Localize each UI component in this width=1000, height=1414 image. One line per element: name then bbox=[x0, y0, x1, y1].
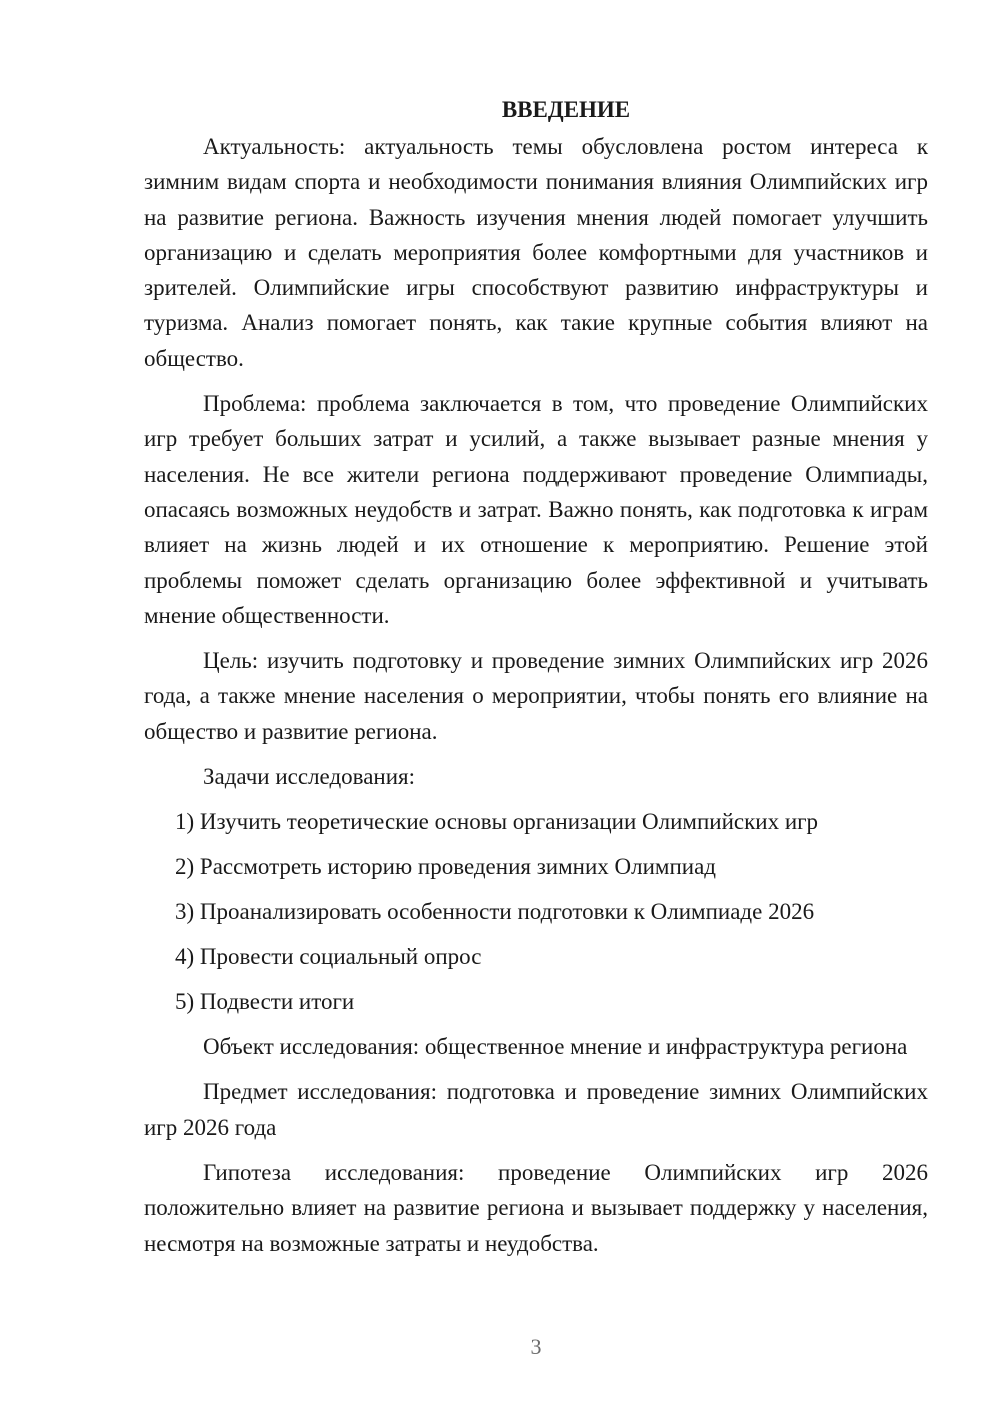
tasks-title: Задачи исследования: bbox=[203, 764, 416, 790]
page-number: 3 bbox=[530, 1334, 542, 1359]
paragraph-goal: Цель: изучить подготовку и проведение зимних Олимпийских игр 2026 года, а также мнение населения о мероприятии, чтобы понять его влияние на общество и развитие региона. bbox=[144, 648, 928, 744]
list-item: 1) Изучить теоретические основы организации Олимпийских игр bbox=[175, 809, 819, 835]
list-item: 4) Провести социальный опрос bbox=[175, 944, 482, 970]
paragraph-hypothesis: Гипотеза исследования: проведение Олимпийских игр 2026 положительно влияет на развитие региона и вызывает поддержку у населения, несмотря на возможные затраты и неудобства. bbox=[144, 1159, 928, 1256]
paragraph-problem: Проблема: проблема заключается в том, что проведение Олимпийских игр требует больших затрат и усилий, а также вызывает разные мнения у населения. Не все жители региона поддерживают проведение Олимпиады, опасаясь возможных неудобств и затрат. Важно понять, как подготовка к играм влияет на жизнь людей и их отношение к мероприятию. Решение этой проблемы поможет сделать организацию более эффективной и учитывать мнение общественности. bbox=[144, 391, 928, 628]
paragraph-subject: Предмет исследования: подготовка и проведение зимних Олимпийских игр 2026 года bbox=[144, 1079, 928, 1140]
list-item: 2) Рассмотреть историю проведения зимних Олимпиад bbox=[175, 854, 717, 880]
page-title: ВВЕДЕНИЕ bbox=[501, 97, 631, 122]
tasks-list bbox=[144, 804, 928, 1019]
list-item: 3) Проанализировать особенности подготовки к Олимпиаде 2026 bbox=[175, 899, 815, 925]
paragraph-relevance: Актуальность: актуальность темы обусловлена ростом интереса к зимним видам спорта и необходимости понимания влияния Олимпийских игр на развитие региона. Важность изучения мнения людей помогает улучшить организацию и сделать мероприятия более комфортными для участников и зрителей. Олимпийские игры способствуют развитию инфраструктуры и туризма. Анализ помогает понять, как такие крупные события влияют на общество. bbox=[144, 134, 928, 371]
document-page bbox=[144, 92, 928, 1271]
paragraph-object: Объект исследования: общественное мнение и инфраструктура региона bbox=[203, 1034, 908, 1060]
list-item: 5) Подвести итоги bbox=[175, 989, 355, 1015]
